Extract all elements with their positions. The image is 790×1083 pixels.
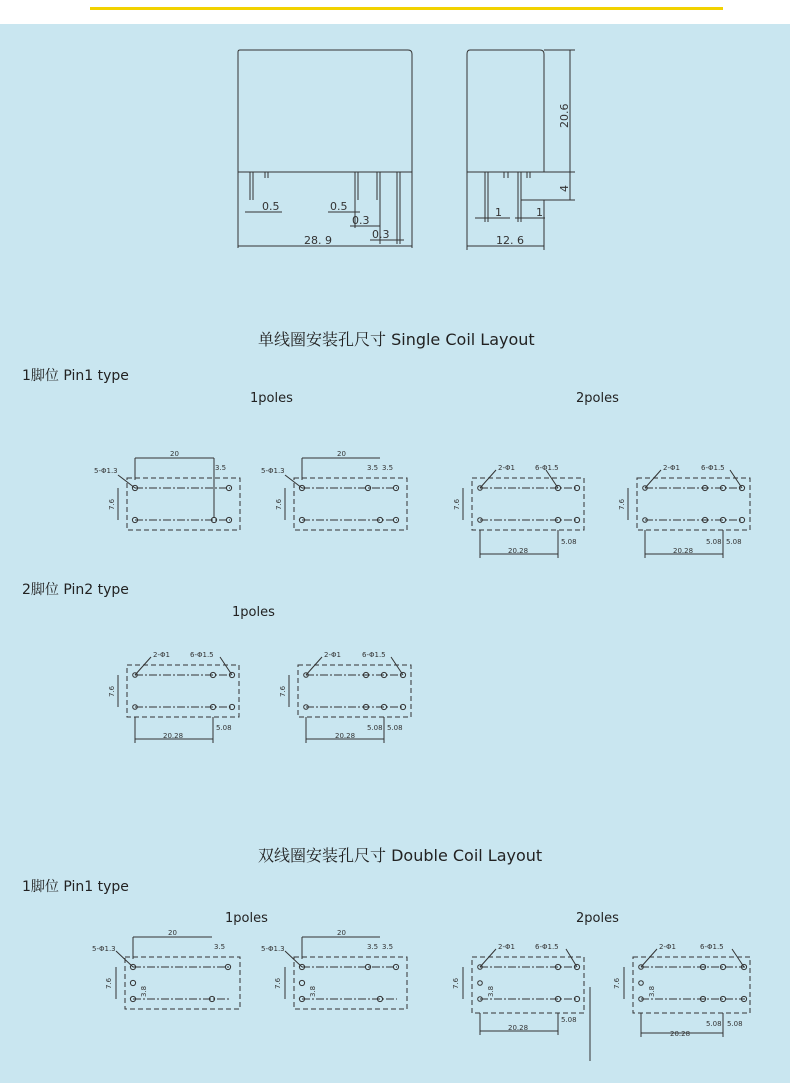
label-7-6-h: 7.6 xyxy=(274,977,282,989)
label-7-6-a: 7.6 xyxy=(108,498,116,510)
label-2holes-d: 2-Φ1 xyxy=(663,464,680,472)
label-6holes-j: 6-Φ1.5 xyxy=(700,943,724,951)
label-6holes-i: 6-Φ1.5 xyxy=(535,943,559,951)
label-20-b: 20 xyxy=(337,450,346,458)
label-5-08-d2: 5.08 xyxy=(726,538,742,546)
dim-front-gap-b: 0.3 xyxy=(372,228,390,241)
label-2holes-f: 2-Φ1 xyxy=(324,651,341,659)
label-3-5-h2: 3.5 xyxy=(382,943,394,951)
label-3-5-b1: 3.5 xyxy=(367,464,379,472)
dim-front-pin-left: 0.5 xyxy=(262,200,280,213)
single-pin1-2poles: 2poles xyxy=(576,391,619,406)
double-pin1-layouts xyxy=(0,925,790,1075)
double-coil-title: 双线圈安装孔尺寸 Double Coil Layout xyxy=(258,846,543,865)
label-3-8-g: 3.8 xyxy=(140,985,148,997)
label-7-6-b: 7.6 xyxy=(275,498,283,510)
dim-side-height: 20.6 xyxy=(558,103,571,128)
label-2holes-i: 2-Φ1 xyxy=(498,943,515,951)
label-3-8-i: 3.8 xyxy=(487,985,495,997)
label-5holes-g: 5-Φ1.3 xyxy=(92,945,116,953)
label-5-08-j1: 5.08 xyxy=(706,1020,722,1028)
single-pin2-1poles: 1poles xyxy=(232,605,275,620)
label-2holes-c: 2-Φ1 xyxy=(498,464,515,472)
label-20-28-i: 20.28 xyxy=(508,1024,529,1032)
label-20-28-c: 20.28 xyxy=(508,547,529,555)
single-coil-title: 单线圈安装孔尺寸 Single Coil Layout xyxy=(258,330,535,349)
label-5holes-b: 5-Φ1.3 xyxy=(261,467,285,475)
double-pin1-label: 1脚位 Pin1 type xyxy=(22,879,129,895)
dim-front-length: 28. 9 xyxy=(304,234,332,247)
label-7-6-f: 7.6 xyxy=(279,685,287,697)
dim-side-pin-right: 1 xyxy=(536,206,543,219)
label-20-a: 20 xyxy=(170,450,179,458)
label-20-g: 20 xyxy=(168,929,177,937)
label-5holes-a: 5-Φ1.3 xyxy=(94,467,118,475)
label-5-08-f2: 5.08 xyxy=(387,724,403,732)
single-pin2-layouts xyxy=(0,645,790,750)
relay-outline-drawing xyxy=(0,0,790,260)
label-7-6-c: 7.6 xyxy=(453,498,461,510)
label-7-6-g: 7.6 xyxy=(105,977,113,989)
single-pin1-label: 1脚位 Pin1 type xyxy=(22,368,129,384)
dim-front-gap-a: 0.3 xyxy=(352,214,370,227)
label-2holes-e: 2-Φ1 xyxy=(153,651,170,659)
label-5holes-h: 5-Φ1.3 xyxy=(261,945,285,953)
label-3-5-a: 3.5 xyxy=(215,464,227,472)
double-pin1-1poles: 1poles xyxy=(225,911,268,926)
label-5-08-e: 5.08 xyxy=(216,724,232,732)
label-2holes-j: 2-Φ1 xyxy=(659,943,676,951)
label-20-28-j: 20.28 xyxy=(670,1030,691,1038)
label-20-h: 20 xyxy=(337,929,346,937)
label-3-8-j: 3.8 xyxy=(648,985,656,997)
double-pin1-2poles: 2poles xyxy=(576,911,619,926)
label-5-08-i: 5.08 xyxy=(561,1016,577,1024)
label-7-6-e: 7.6 xyxy=(108,685,116,697)
label-20-28-f: 20.28 xyxy=(335,732,356,740)
label-5-08-j2: 5.08 xyxy=(727,1020,743,1028)
label-6holes-c: 6-Φ1.5 xyxy=(535,464,559,472)
label-5-08-c: 5.08 xyxy=(561,538,577,546)
label-3-5-b2: 3.5 xyxy=(382,464,394,472)
dim-front-pin-mid: 0.5 xyxy=(330,200,348,213)
label-20-28-e: 20.28 xyxy=(163,732,184,740)
label-3-5-g: 3.5 xyxy=(214,943,226,951)
single-pin2-label: 2脚位 Pin2 type xyxy=(22,582,129,598)
label-5-08-f1: 5.08 xyxy=(367,724,383,732)
dim-side-pin-len: 4 xyxy=(558,185,571,192)
label-20-28-d: 20.28 xyxy=(673,547,694,555)
dim-side-pin-left: 1 xyxy=(495,206,502,219)
single-pin1-layouts xyxy=(0,440,790,570)
dim-side-width: 12. 6 xyxy=(496,234,524,247)
label-7-6-j: 7.6 xyxy=(613,977,621,989)
label-7-6-d: 7.6 xyxy=(618,498,626,510)
label-3-5-h1: 3.5 xyxy=(367,943,379,951)
label-6holes-f: 6-Φ1.5 xyxy=(362,651,386,659)
label-5-08-d1: 5.08 xyxy=(706,538,722,546)
label-7-6-i: 7.6 xyxy=(452,977,460,989)
single-pin1-1poles: 1poles xyxy=(250,391,293,406)
label-6holes-d: 6-Φ1.5 xyxy=(701,464,725,472)
label-3-8-h: 3.8 xyxy=(309,985,317,997)
label-6holes-e: 6-Φ1.5 xyxy=(190,651,214,659)
